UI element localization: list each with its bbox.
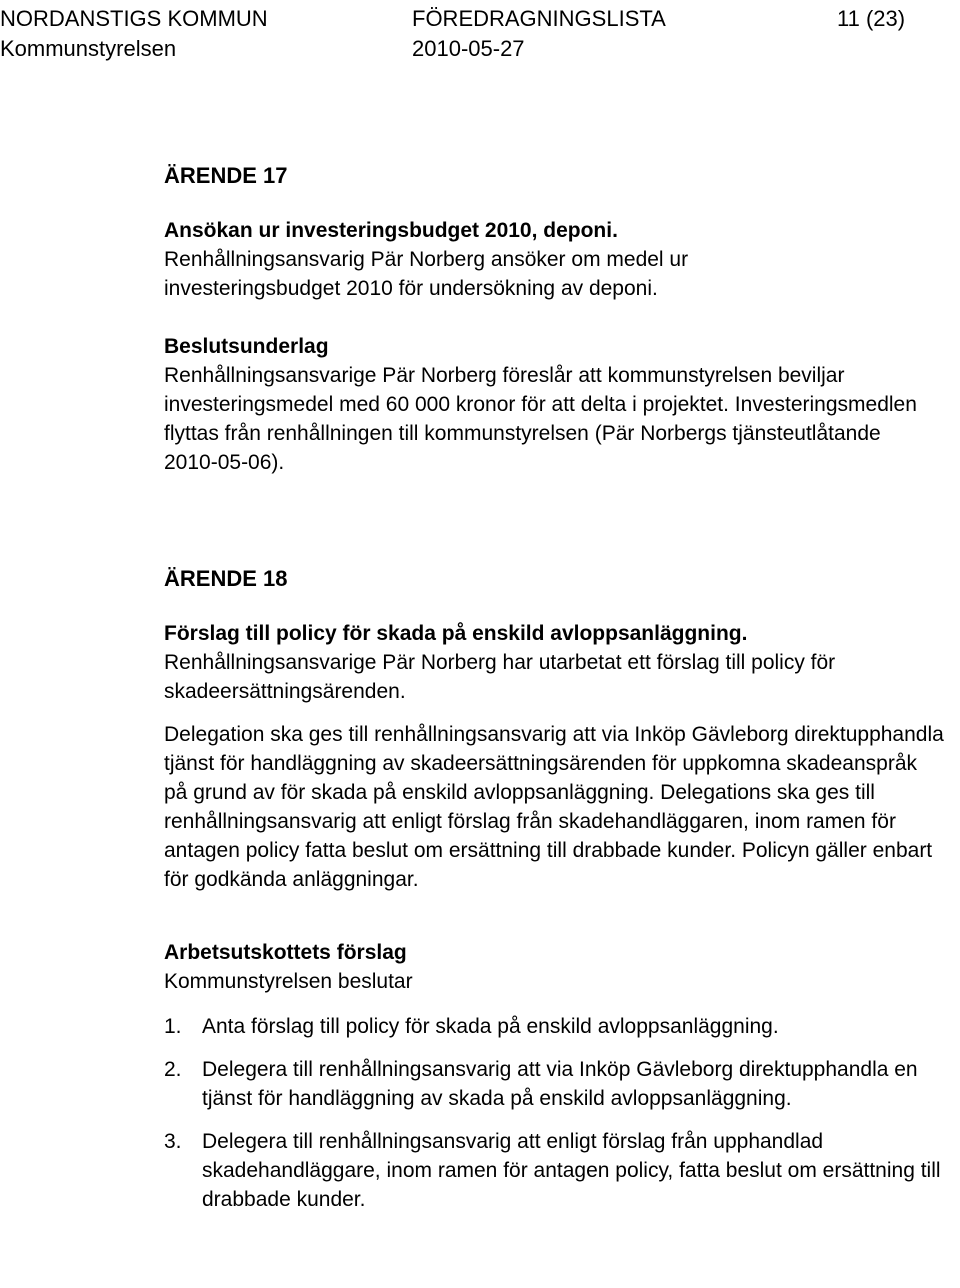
decision-item-2 [164,1055,924,1113]
document-body [164,160,944,1214]
arende-18-title: Förslag till policy för skada på enskild avloppsanläggning. [164,622,748,645]
arende-18-intro: Renhållningsansvarige Pär Norberg har utarbetat ett förslag till policy för skadeersättningsärenden. [164,651,836,703]
decision-list [164,1012,944,1214]
meeting-date: 2010-05-27 [412,36,525,61]
arende-17-label: ÄRENDE 17 [164,163,288,188]
header-line-2 [0,34,960,64]
arende-18-proposal-heading: Arbetsutskottets förslag [164,941,407,964]
decision-number: 3. [164,1130,182,1153]
arende-17-title: Ansökan ur investeringsbudget 2010, deponi. [164,219,618,242]
document-type: FÖREDRAGNINGSLISTA [412,6,666,31]
decision-item-1 [164,1012,944,1041]
decision-number: 2. [164,1058,182,1081]
arende-18-proposal-intro: Kommunstyrelsen beslutar [164,970,413,993]
decision-item-3 [164,1127,944,1214]
arende-17-basis-heading: Beslutsunderlag [164,335,329,358]
decision-text: Delegera till renhållningsansvarig att via Inköp Gävleborg direktupphandla en tjänst för handläggning av skada på enskild avloppsanläggning. [202,1058,918,1110]
arende-18 [164,563,944,1214]
arende-18-label: ÄRENDE 18 [164,566,288,591]
arende-18-delegation-text: Delegation ska ges till renhållningsansvarig att via Inköp Gävleborg direktupphandla tjänst för handläggning av skadeersättningsärenden för uppkomna skadeanspråk på grund av för skada på enskild avloppsanläggning. Delegations ska ges till renhållningsansvarig att enligt förslag från skadehandläggaren, inom ramen för antagen policy fatta beslut om ersättning till drabbade kunder. Policyn gäller enbart för godkända anläggningar. [164,723,944,891]
arende-17 [164,160,944,477]
municipality-name: NORDANSTIGS KOMMUN [0,6,268,31]
committee-name: Kommunstyrelsen [0,36,177,61]
decision-text: Anta förslag till policy för skada på enskild avloppsanläggning. [202,1015,779,1038]
arende-17-intro: Renhållningsansvarig Pär Norberg ansöker om medel ur investeringsbudget 2010 för undersökning av deponi. [164,248,689,300]
arende-17-basis-text: Renhållningsansvarige Pär Norberg föreslår att kommunstyrelsen beviljar investeringsmedel med 60 000 kronor för att delta i projektet. Investeringsmedlen flyttas från renhållningen till kommunstyrelsen (Pär Norbergs tjänsteutlåtande 2010-05-06). [164,364,917,474]
header-line-1 [0,4,960,34]
page-number: 11 (23) [837,6,906,31]
decision-number: 1. [164,1015,182,1038]
decision-text: Delegera till renhållningsansvarig att enligt förslag från upphandlad skadehandläggare, inom ramen för antagen policy, fatta beslut om ersättning till drabbade kunder. [202,1130,941,1211]
